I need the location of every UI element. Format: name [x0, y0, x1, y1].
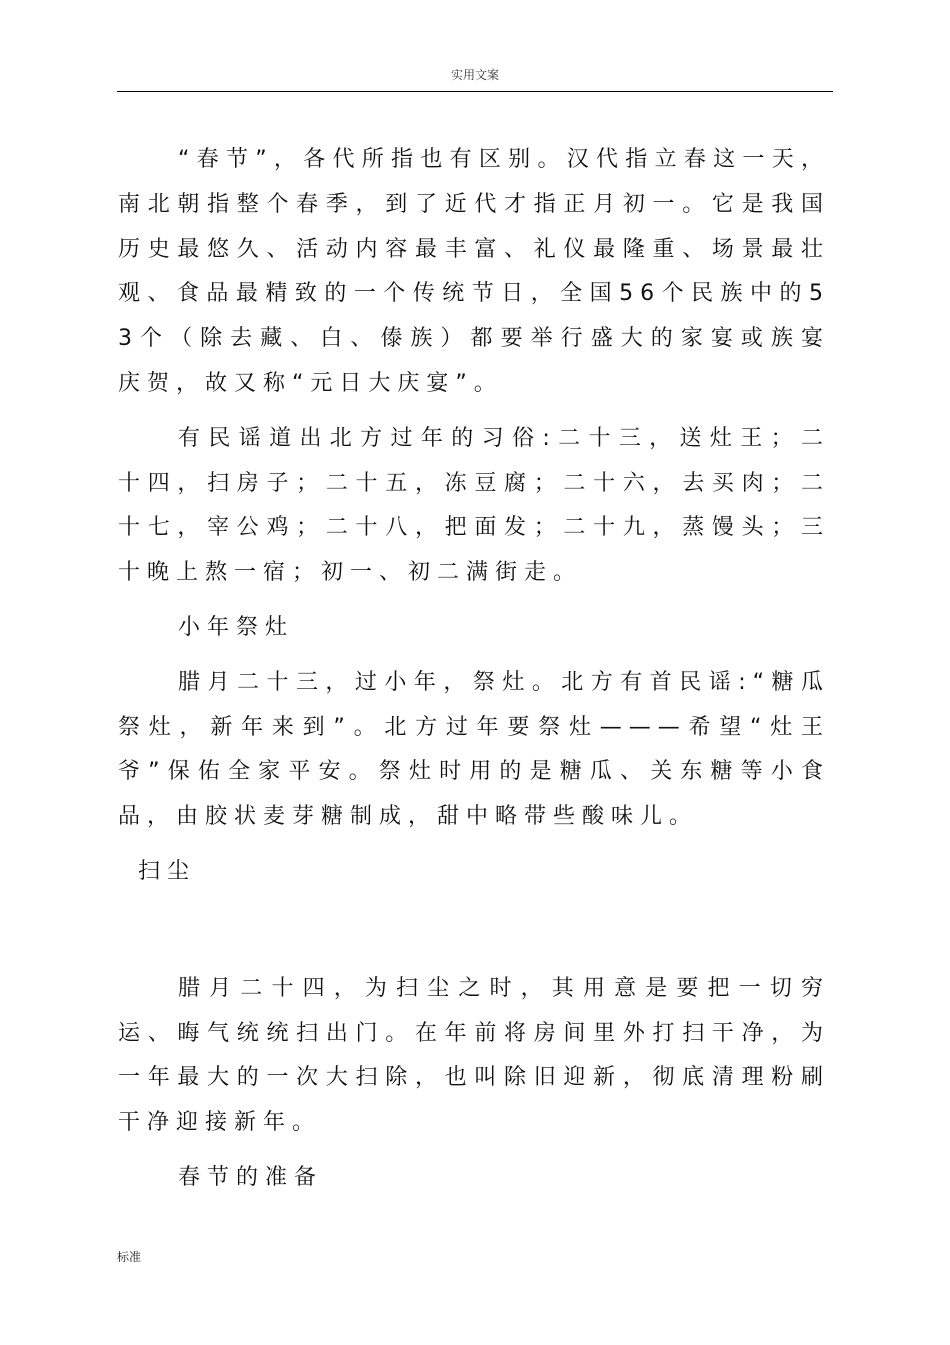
paragraph-folk-rhyme	[118, 417, 830, 596]
paragraph-text: 腊月二十三，过小年，祭灶。北方有首民谣:“糖瓜祭灶，新年来到”。北方过年要祭灶———希望“灶王爷”保佑全家平安。祭灶时用的是糖瓜、关东糖等小食品，由胶状麦芽糖制成，甜中略带些酸味儿。	[118, 669, 830, 830]
paragraph-kitchen-god	[118, 661, 830, 840]
heading-saochen: 扫尘	[138, 858, 197, 884]
page-header-title: 实用文案	[450, 68, 499, 82]
paragraph-text: “春节”，各代所指也有区别。汉代指立春这一天，南北朝指整个春季，到了近代才指正月初一。它是我国历史最悠久、活动内容最丰富、礼仪最隆重、场景最壮观、食品最精致的一个传统节日，全国56个民族中的53个（除去藏、白、傣族）都要举行盛大的家宴或族宴庆贺，故又称“元日大庆宴”。	[118, 147, 830, 396]
heading-preparation: 春节的准备	[178, 1164, 324, 1190]
paragraph-text: 有民谣道出北方过年的习俗:二十三，送灶王；二十四，扫房子；二十五，冻豆腐；二十六，去买肉；二十七，宰公鸡；二十八，把面发；二十九，蒸馒头；三十晚上熬一宿；初一、初二满街走。	[118, 425, 830, 586]
paragraph-spring-festival-intro	[118, 138, 830, 407]
page-footer-label: 标准	[117, 1250, 142, 1264]
paragraph-text: 腊月二十四，为扫尘之时，其用意是要把一切穷运、晦气统统扫出门。在年前将房间里外打扫干净，为一年最大的一次大扫除，也叫除旧迎新，彻底清理粉刷干净迎接新年。	[118, 975, 830, 1136]
paragraph-sweeping	[118, 967, 830, 1146]
blank-space	[118, 905, 830, 967]
heading-xiaonian: 小年祭灶	[178, 614, 295, 640]
header-divider	[117, 91, 833, 92]
document-body	[118, 138, 830, 1211]
